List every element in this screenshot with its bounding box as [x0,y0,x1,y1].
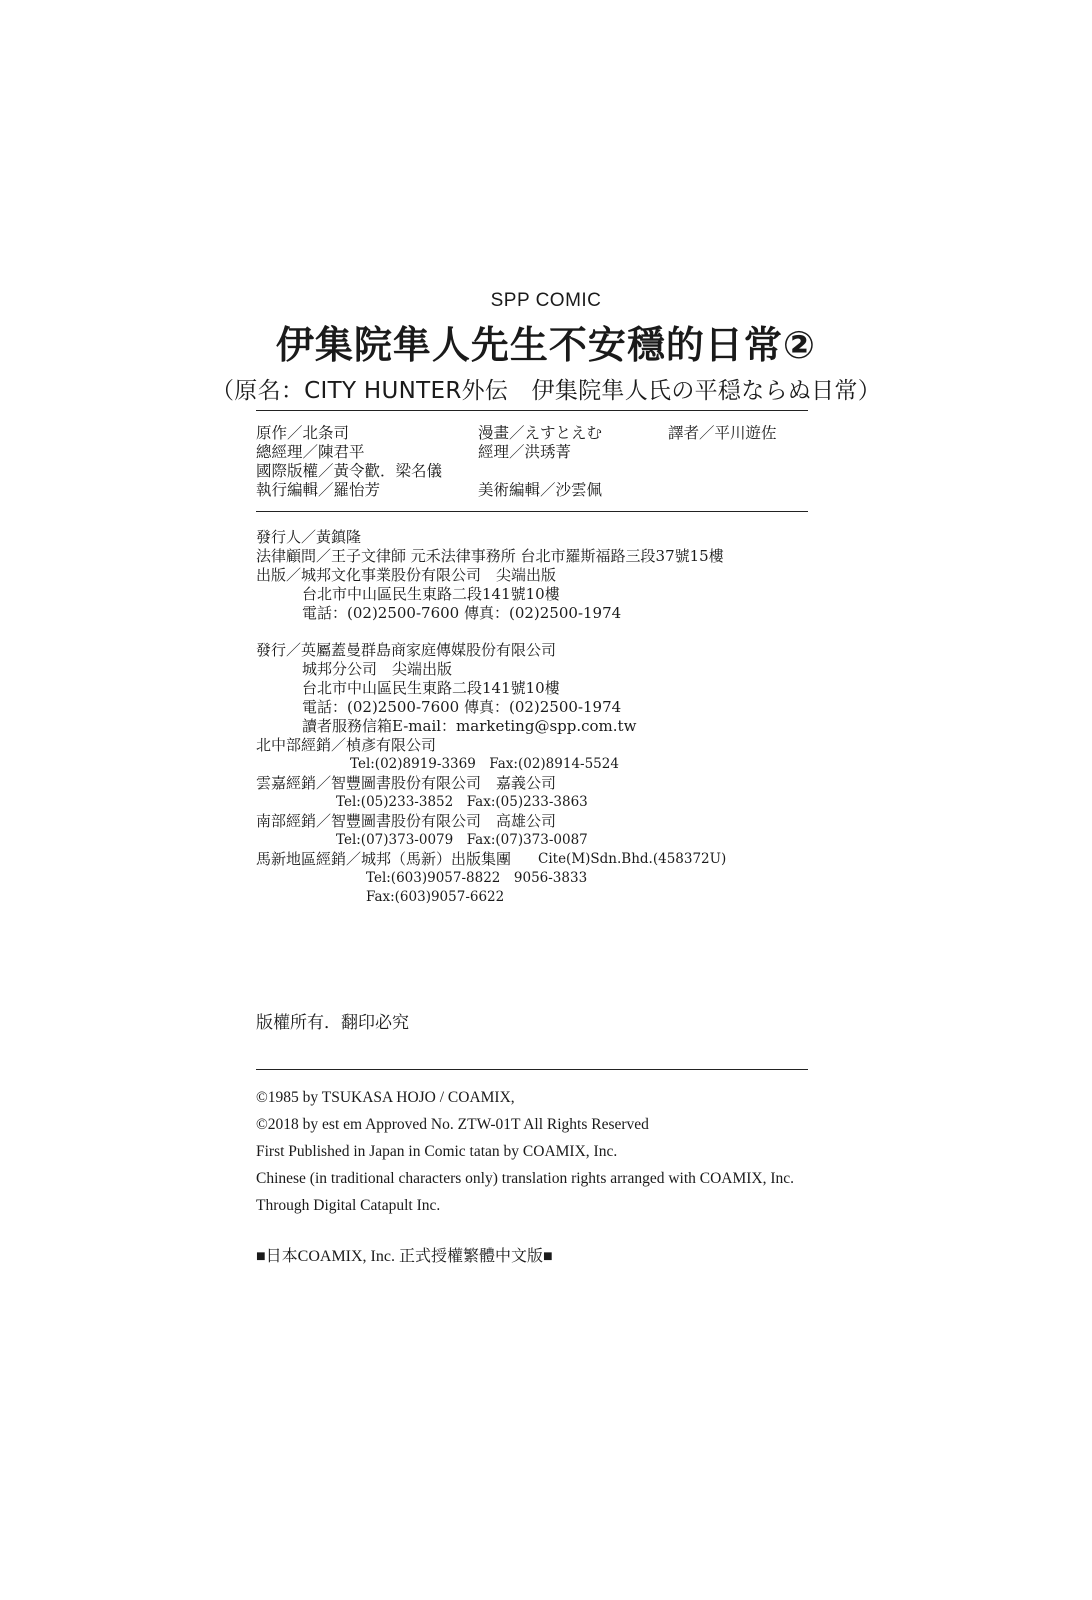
distribution-malaysia-fax: Fax:(603)9057-6622 [366,889,505,905]
distribution-distributor: 發行／英屬蓋曼群島商家庭傳媒股份有限公司 [256,641,557,659]
divider-top [256,410,808,411]
publisher-address: 台北市中山區民生東路二段141號10樓 [302,585,560,603]
copyright-line-3: First Published in Japan in Comic tatan by COAMIX, Inc. [256,1143,618,1160]
publisher-legal: 法律顧問／王子文律師 元禾法律事務所 台北市羅斯福路三段37號15樓 [256,547,724,565]
copyright-line-1: ©1985 by TSUKASA HOJO / COAMIX, [256,1089,515,1106]
distribution-yunjia: 雲嘉經銷／智豐圖書股份有限公司 嘉義公司 [256,774,557,792]
distribution-malaysia-tel: Tel:(603)9057-8822 9056-3833 [366,870,588,886]
series-label: SPP COMIC [490,290,602,311]
rights-notice: 版權所有．翻印必究 [256,1013,409,1033]
distribution-north-central-contact: Tel:(02)8919-3369 Fax:(02)8914-5524 [350,756,619,772]
copyright-line-4: Chinese (in traditional characters only) translation rights arranged with COAMIX, Inc. [256,1170,795,1187]
distribution-email: 讀者服務信箱E-mail：marketing@spp.com.tw [302,717,637,735]
copyright-line-5: Through Digital Catapult Inc. [256,1197,441,1214]
edition-note: ■日本COAMIX, Inc. 正式授權繁體中文版■ [256,1248,553,1265]
publisher-publish: 出版／城邦文化事業股份有限公司 尖端出版 [256,566,557,584]
divider-copyright [256,1069,808,1070]
credit-artist: 漫畫／えすとえむ [478,424,603,442]
credit-translator: 譯者／平川遊佐 [668,424,777,442]
distribution-phone: 電話：(02)2500-7600 傳真：(02)2500-1974 [302,698,622,716]
credit-manager: 經理／洪琇菁 [478,443,572,461]
credit-author: 原作／北条司 [256,424,350,442]
divider-credits [256,511,808,512]
original-title: （原名：CITY HUNTER外伝 伊集院隼人氏の平穏ならぬ日常） [210,378,882,404]
distribution-south: 南部經銷／智豐圖書股份有限公司 高雄公司 [256,812,557,830]
credit-general-manager: 總經理／陳君平 [256,443,365,461]
copyright-line-2: ©2018 by est em Approved No. ZTW-01T All Rights Reserved [256,1116,649,1133]
distribution-branch: 城邦分公司 尖端出版 [302,660,453,678]
publisher-issuer: 發行人／黃鎮隆 [256,528,362,546]
distribution-malaysia: 馬新地區經銷／城邦（馬新）出版集團 [256,850,512,868]
distribution-address: 台北市中山區民生東路二段141號10樓 [302,679,560,697]
book-title: 伊集院隼人先生不安穩的日常② [275,323,817,367]
credit-intl-rights: 國際版權／黃令歡．梁名儀 [256,462,443,480]
publisher-phone: 電話：(02)2500-7600 傳真：(02)2500-1974 [302,604,622,622]
credit-exec-editor: 執行編輯／羅怡芳 [256,481,381,499]
distribution-north-central: 北中部經銷／楨彥有限公司 [256,736,437,754]
distribution-yunjia-contact: Tel:(05)233-3852 Fax:(05)233-3863 [336,794,588,810]
distribution-south-contact: Tel:(07)373-0079 Fax:(07)373-0087 [336,832,588,848]
credit-art-editor: 美術編輯／沙雲佩 [478,481,603,499]
distribution-malaysia-company: Cite(M)Sdn.Bhd.(458372U) [538,851,727,867]
